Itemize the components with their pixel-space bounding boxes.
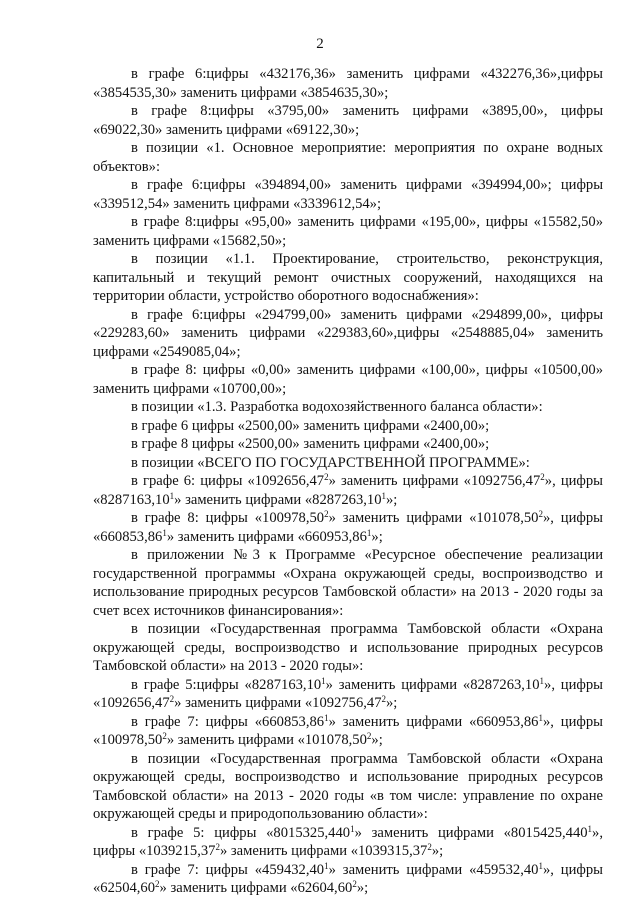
text-run: », цифры «1039215,37 — [93, 824, 603, 859]
footnote-marker: 1 — [538, 860, 543, 871]
paragraph — [93, 509, 603, 546]
text-run: » заменить цифрами «660953,86 — [328, 713, 539, 730]
footnote-marker: 1 — [169, 490, 175, 501]
paragraph — [93, 713, 603, 750]
text-run: в приложении №3 к Программе «Ресурсное обеспечение реализации государственной программы «Охрана окружающей среды, воспроизводство и использование природных ресурсов Тамбовской области» на 2013 - 2020 годы за счет всех источников финансирования»: — [93, 547, 603, 619]
footnote-marker: 1 — [350, 823, 355, 834]
footnote-marker: 1 — [539, 675, 545, 686]
paragraph — [93, 139, 603, 176]
document-body — [93, 65, 603, 898]
text-run: » заменить цифрами «8287263,10 — [325, 676, 540, 693]
footnote-marker: 1 — [587, 823, 593, 834]
footnote-marker: 2 — [155, 879, 160, 889]
text-run: в графе 5: цифры «8015325,440 — [131, 824, 351, 841]
text-run: »; — [431, 843, 444, 859]
footnote-marker: 2 — [215, 842, 220, 852]
text-run: » заменить цифрами «660953,86 — [166, 528, 367, 545]
text-run: в графе 7: цифры «660853,86 — [131, 713, 325, 730]
paragraph — [93, 306, 603, 362]
paragraph — [93, 676, 603, 713]
footnote-marker: 2 — [381, 694, 386, 704]
text-run: »; — [386, 695, 398, 711]
paragraph — [93, 398, 603, 417]
text-run: » заменить цифрами «62604,60 — [159, 880, 353, 896]
text-run: »; — [371, 528, 383, 545]
paragraph — [93, 861, 603, 898]
paragraph — [93, 824, 603, 861]
paragraph — [93, 250, 603, 306]
text-run: », цифры «1092656,47 — [93, 676, 603, 711]
text-run: в позиции «ВСЕГО ПО ГОСУДАРСТВЕННОЙ ПРОГРАММЕ»: — [131, 454, 530, 471]
text-run: в графе 8:цифры «95,00» заменить цифрами «195,00», цифры «15582,50» заменить цифрами «15682,50»; — [93, 214, 603, 249]
footnote-marker: 1 — [538, 712, 543, 723]
text-run: в графе 6: цифры «1092656,47 — [131, 473, 325, 489]
text-run: »; — [371, 732, 383, 748]
text-run: »; — [356, 880, 369, 896]
footnote-marker: 2 — [352, 879, 357, 889]
paragraph — [93, 102, 603, 139]
footnote-marker: 2 — [540, 472, 545, 482]
paragraph — [93, 361, 603, 398]
footnote-marker: 2 — [162, 731, 167, 741]
paragraph — [93, 417, 603, 436]
text-run: в графе 5:цифры «8287163,10 — [131, 676, 322, 693]
text-run: в позиции «1. Основное мероприятие: мероприятия по охране водных объектов»: — [93, 140, 603, 175]
text-run: » заменить цифрами «8287263,10 — [174, 491, 382, 508]
text-run: в графе 6:цифры «294799,00» заменить цифрами «294899,00», цифры «229283,60» заменить цифрами «229383,60»,цифры «2548885,04» заменить цифрами «2549085,04»; — [93, 306, 603, 360]
text-run: в графе 6:цифры «432176,36» заменить цифрами «432276,36»,цифры «3854535,30» заменить цифрами «3854635,30»; — [93, 66, 603, 101]
footnote-marker: 1 — [162, 527, 167, 538]
text-run: », цифры «100978,50 — [93, 713, 603, 748]
paragraph — [93, 472, 603, 509]
paragraph — [93, 65, 603, 102]
footnote-marker: 1 — [324, 860, 329, 871]
text-run: в позиции «Государственная программа Тамбовской области «Охрана окружающей среды, воспроизводство и использование природных ресурсов Тамбовской области» на 2013 - 2020 годы»: — [93, 621, 603, 674]
text-run: » заменить цифрами «101078,50 — [166, 732, 367, 748]
text-run: в графе 8: цифры «0,00» заменить цифрами «100,00», цифры «10500,00» заменить цифрами «10700,00»; — [93, 362, 603, 397]
page-number: 2 — [316, 36, 324, 52]
text-run: в позиции «1.3. Разработка водохозяйственного баланса области»: — [131, 399, 543, 415]
footnote-marker: 2 — [366, 731, 372, 741]
text-run: », цифры «62504,60 — [93, 861, 603, 896]
footnote-marker: 1 — [321, 675, 326, 686]
footnote-marker: 1 — [324, 712, 329, 723]
text-run: » заменить цифрами «1092756,47 — [174, 695, 382, 711]
footnote-marker: 1 — [366, 527, 372, 538]
footnote-marker: 2 — [324, 472, 329, 482]
paragraph — [93, 454, 603, 473]
footnote-marker: 1 — [381, 490, 386, 501]
text-run: в графе 8 цифры «2500,00» заменить цифрами «2400,00»; — [131, 436, 490, 452]
paragraph — [93, 435, 603, 454]
text-run: » заменить цифрами «101078,50 — [328, 510, 539, 526]
paragraph — [93, 620, 603, 676]
footnote-marker: 2 — [324, 509, 329, 519]
text-run: в графе 6 цифры «2500,00» заменить цифрами «2400,00»; — [131, 417, 490, 434]
text-run: », цифры «660853,86 — [93, 510, 603, 545]
text-run: » заменить цифрами «1092756,47 — [328, 473, 541, 489]
text-run: в графе 6:цифры «394894,00» заменить цифрами «394994,00»; цифры «339512,54» заменить цифрами «3339612,54»; — [93, 177, 603, 212]
text-run: » заменить цифрами «8015425,440 — [354, 824, 588, 841]
paragraph — [93, 176, 603, 213]
text-run: » заменить цифрами «459532,40 — [328, 861, 539, 878]
text-run: », цифры «8287163,10 — [93, 473, 603, 508]
paragraph — [93, 546, 603, 620]
footnote-marker: 2 — [427, 842, 432, 852]
text-run: в графе 8:цифры «3795,00» заменить цифрами «3895,00», цифры «69022,30» заменить цифрами «69122,30»; — [93, 103, 603, 138]
text-run: »; — [386, 491, 398, 508]
footnote-marker: 2 — [169, 694, 175, 704]
text-run: в графе 8: цифры «100978,50 — [131, 510, 325, 526]
paragraph — [93, 213, 603, 250]
footnote-marker: 2 — [538, 509, 543, 519]
text-run: » заменить цифрами «1039315,37 — [219, 843, 428, 859]
text-run: в позиции «1.1. Проектирование, строительство, реконструкция, капитальный и текущий ремонт очистных сооружений, находящихся на территории области, устройство оборотного водоснабжения»: — [93, 251, 603, 304]
text-run: в графе 7: цифры «459432,40 — [131, 861, 325, 878]
paragraph — [93, 750, 603, 824]
text-run: в позиции «Государственная программа Тамбовской области «Охрана окружающей среды, воспроизводство и использование природных ресурсов Тамбовской области» на 2013 - 2020 годы «в том числе: управление по охране окружающей среды и природопользованию области»: — [93, 750, 603, 822]
